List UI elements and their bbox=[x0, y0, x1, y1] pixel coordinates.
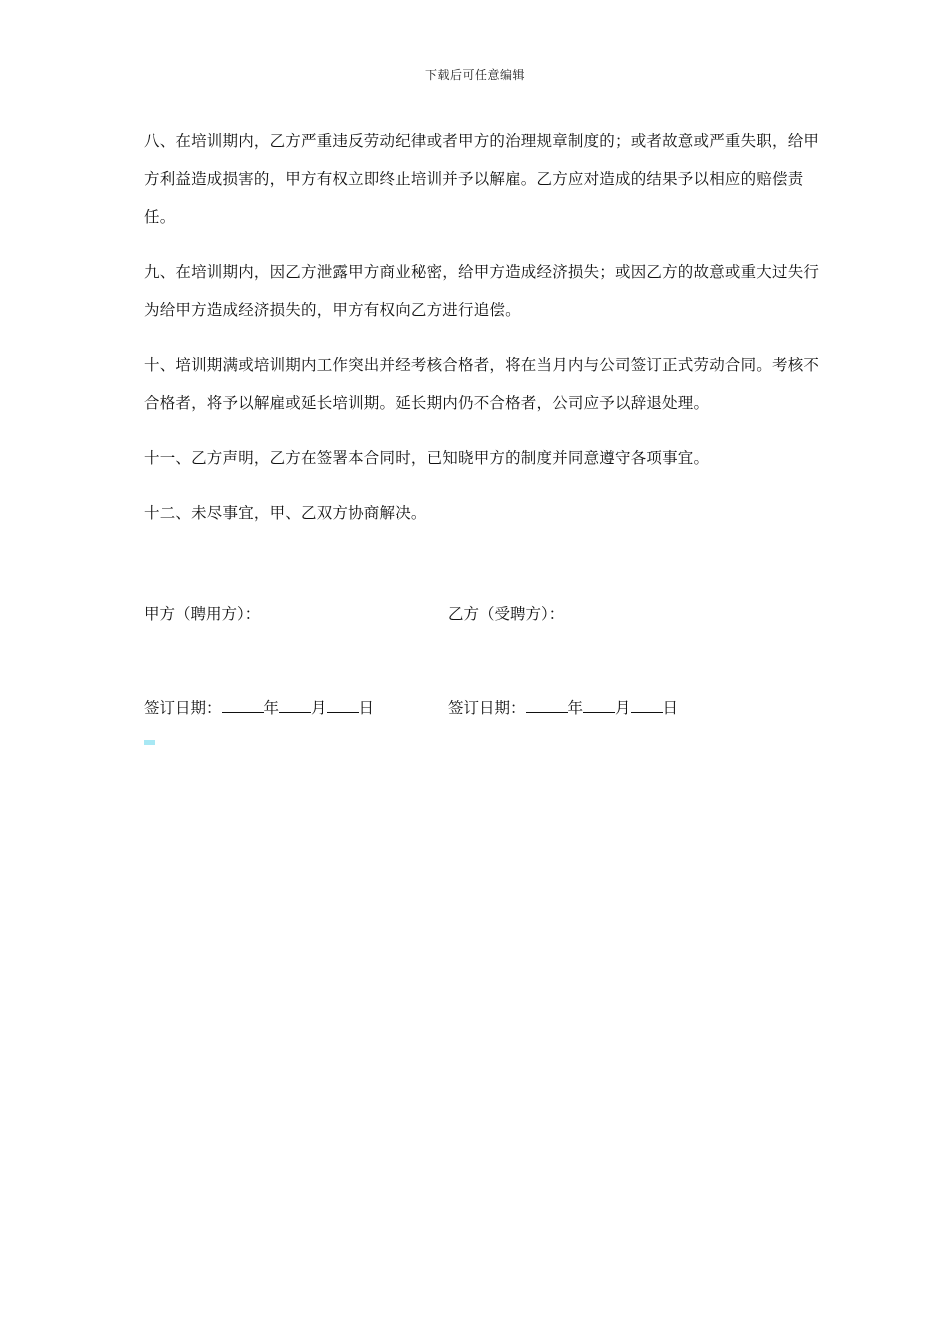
date-label: 签订日期： bbox=[448, 699, 526, 717]
day-unit: 日 bbox=[662, 699, 679, 717]
party-b-date bbox=[448, 696, 678, 718]
day-blank[interactable] bbox=[631, 698, 663, 713]
party-b-label: 乙方（受聘方）： bbox=[448, 605, 565, 623]
year-blank[interactable] bbox=[526, 698, 568, 713]
year-unit: 年 bbox=[567, 699, 584, 717]
header-note: 下载后可任意编辑 bbox=[424, 68, 525, 82]
party-a-label: 甲方（聘用方）： bbox=[144, 605, 261, 623]
clause-8: 八、在培训期内，乙方严重违反劳动纪律或者甲方的治理规章制度的；或者故意或严重失职，给甲方利益造成损害的，甲方有权立即终止培训并予以解雇。乙方应对造成的结果予以相应的赔偿责任。 bbox=[144, 132, 820, 226]
month-unit: 月 bbox=[615, 699, 631, 717]
date-label: 签订日期： bbox=[144, 699, 222, 717]
month-blank[interactable] bbox=[583, 698, 615, 713]
month-blank[interactable] bbox=[279, 698, 311, 713]
day-unit: 日 bbox=[358, 699, 375, 717]
year-blank[interactable] bbox=[222, 698, 264, 713]
day-blank[interactable] bbox=[327, 698, 359, 713]
text-cursor-marker bbox=[144, 740, 155, 745]
clause-12: 十二、未尽事宜，甲、乙双方协商解决。 bbox=[144, 504, 427, 522]
clause-10: 十、培训期满或培训期内工作突出并经考核合格者，将在当月内与公司签订正式劳动合同。考核不合格者，将予以解雇或延长培训期。延长期内仍不合格者，公司应予以辞退处理。 bbox=[144, 356, 820, 412]
clause-11: 十一、乙方声明，乙方在签署本合同时，已知晓甲方的制度并同意遵守各项事宜。 bbox=[144, 449, 710, 467]
clause-9: 九、在培训期内，因乙方泄露甲方商业秘密，给甲方造成经济损失；或因乙方的故意或重大过失行为给甲方造成经济损失的，甲方有权向乙方进行追偿。 bbox=[144, 263, 820, 319]
year-unit: 年 bbox=[263, 699, 280, 717]
month-unit: 月 bbox=[311, 699, 327, 717]
contract-body bbox=[144, 122, 834, 549]
party-a-date bbox=[144, 696, 374, 718]
